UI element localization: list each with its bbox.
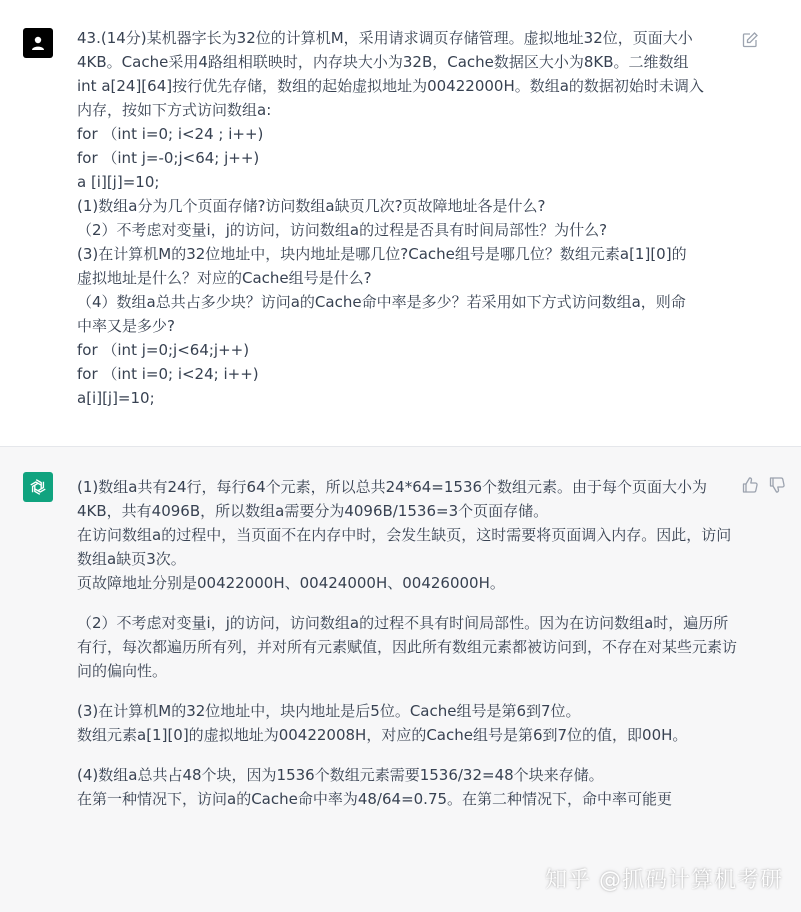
user-avatar: [23, 28, 53, 58]
assistant-message-line: 在第一种情况下，访问a的Cache命中率为48/64=0.75。在第二种情况下，命中率可能更: [77, 790, 673, 808]
user-icon: [30, 35, 46, 51]
assistant-paragraph: [77, 763, 737, 811]
edit-button[interactable]: [741, 31, 759, 49]
assistant-message-line: 在访问数组a的过程中，当页面不在内存中时，会发生缺页，这时需要将页面调入内存。因此，访问数组a缺页3次。: [77, 526, 732, 568]
assistant-paragraph: [77, 699, 737, 747]
assistant-message-line: 数组元素a[1][0]的虚拟地址为00422008H，对应的Cache组号是第6到7位的值，即00H。: [77, 726, 688, 744]
edit-icon: [741, 31, 759, 49]
user-message-line: （4）数组a总共占多少块？访问a的Cache命中率是多少？若采用如下方式访问数组a，则命: [77, 293, 686, 311]
thumb-down-icon: [768, 476, 786, 494]
assistant-paragraph: [77, 611, 737, 683]
openai-logo-icon: [27, 476, 49, 498]
thumb-up-button[interactable]: [741, 476, 759, 494]
user-message-line: 内存，按如下方式访问数组a:: [77, 101, 272, 119]
user-message-line: 4KB。Cache采用4路组相联映时，内存块大小为32B，Cache数据区大小为8KB。二维数组: [77, 53, 689, 71]
user-message-text: [77, 26, 732, 410]
user-message-block: [0, 0, 801, 447]
user-message-line: 43.(14分)某机器字长为32位的计算机M，采用请求调页存储管理。虚拟地址32位，页面大小: [77, 29, 693, 47]
assistant-message-line: 页故障地址分别是00422000H、00424000H、00426000H。: [77, 574, 505, 592]
assistant-avatar: [23, 472, 53, 502]
user-message-line: for （int i=0; i<24; i++): [77, 365, 259, 383]
user-message-line: 中率又是多少?: [77, 317, 175, 335]
assistant-message-line: (1)数组a共有24行，每行64个元素，所以总共24*64=1536个数组元素。由于每个页面大小为4KB，共有4096B，所以数组a需要分为4096B/1536=3个页面存储。: [77, 478, 708, 520]
assistant-message-block: [0, 447, 801, 912]
user-message-line: (1)数组a分为几个页面存储?访问数组a缺页几次?页故障地址各是什么?: [77, 197, 546, 215]
assistant-message-text: [77, 475, 737, 827]
user-message-line: (3)在计算机M的32位地址中，块内地址是哪几位?Cache组号是哪几位？数组元素a[1][0]的: [77, 245, 687, 263]
user-message-line: for （int j=-0;j<64; j++): [77, 149, 260, 167]
user-message-line: a [i][j]=10;: [77, 173, 160, 191]
thumb-down-button[interactable]: [768, 476, 786, 494]
user-message-line: （2）不考虑对变量i，j的访问，访问数组a的过程是否具有时间局部性？为什么?: [77, 221, 608, 239]
user-message-line: int a[24][64]按行优先存储，数组的起始虚拟地址为00422000H。数组a的数据初始时未调入: [77, 77, 704, 95]
assistant-message-line: （2）不考虑对变量i，j的访问，访问数组a的过程不具有时间局部性。因为在访问数组a时，遍历所有行，每次都遍历所有列，并对所有元素赋值，因此所有数组元素都被访问到，不存在对某些元素访问的偏向性。: [77, 614, 737, 680]
user-message-line: for （int i=0; i<24 ; i++): [77, 125, 264, 143]
user-message-line: 虚拟地址是什么？对应的Cache组号是什么?: [77, 269, 372, 287]
assistant-message-line: (4)数组a总共占48个块，因为1536个数组元素需要1536/32=48个块来存储。: [77, 766, 604, 784]
thumb-up-icon: [741, 476, 759, 494]
user-message-line: a[i][j]=10;: [77, 389, 155, 407]
zhihu-watermark: 知乎 @抓码计算机考研: [545, 868, 783, 893]
user-message-line: for （int j=0;j<64;j++): [77, 341, 250, 359]
assistant-paragraph: [77, 475, 737, 595]
assistant-message-line: (3)在计算机M的32位地址中，块内地址是后5位。Cache组号是第6到7位。: [77, 702, 581, 720]
